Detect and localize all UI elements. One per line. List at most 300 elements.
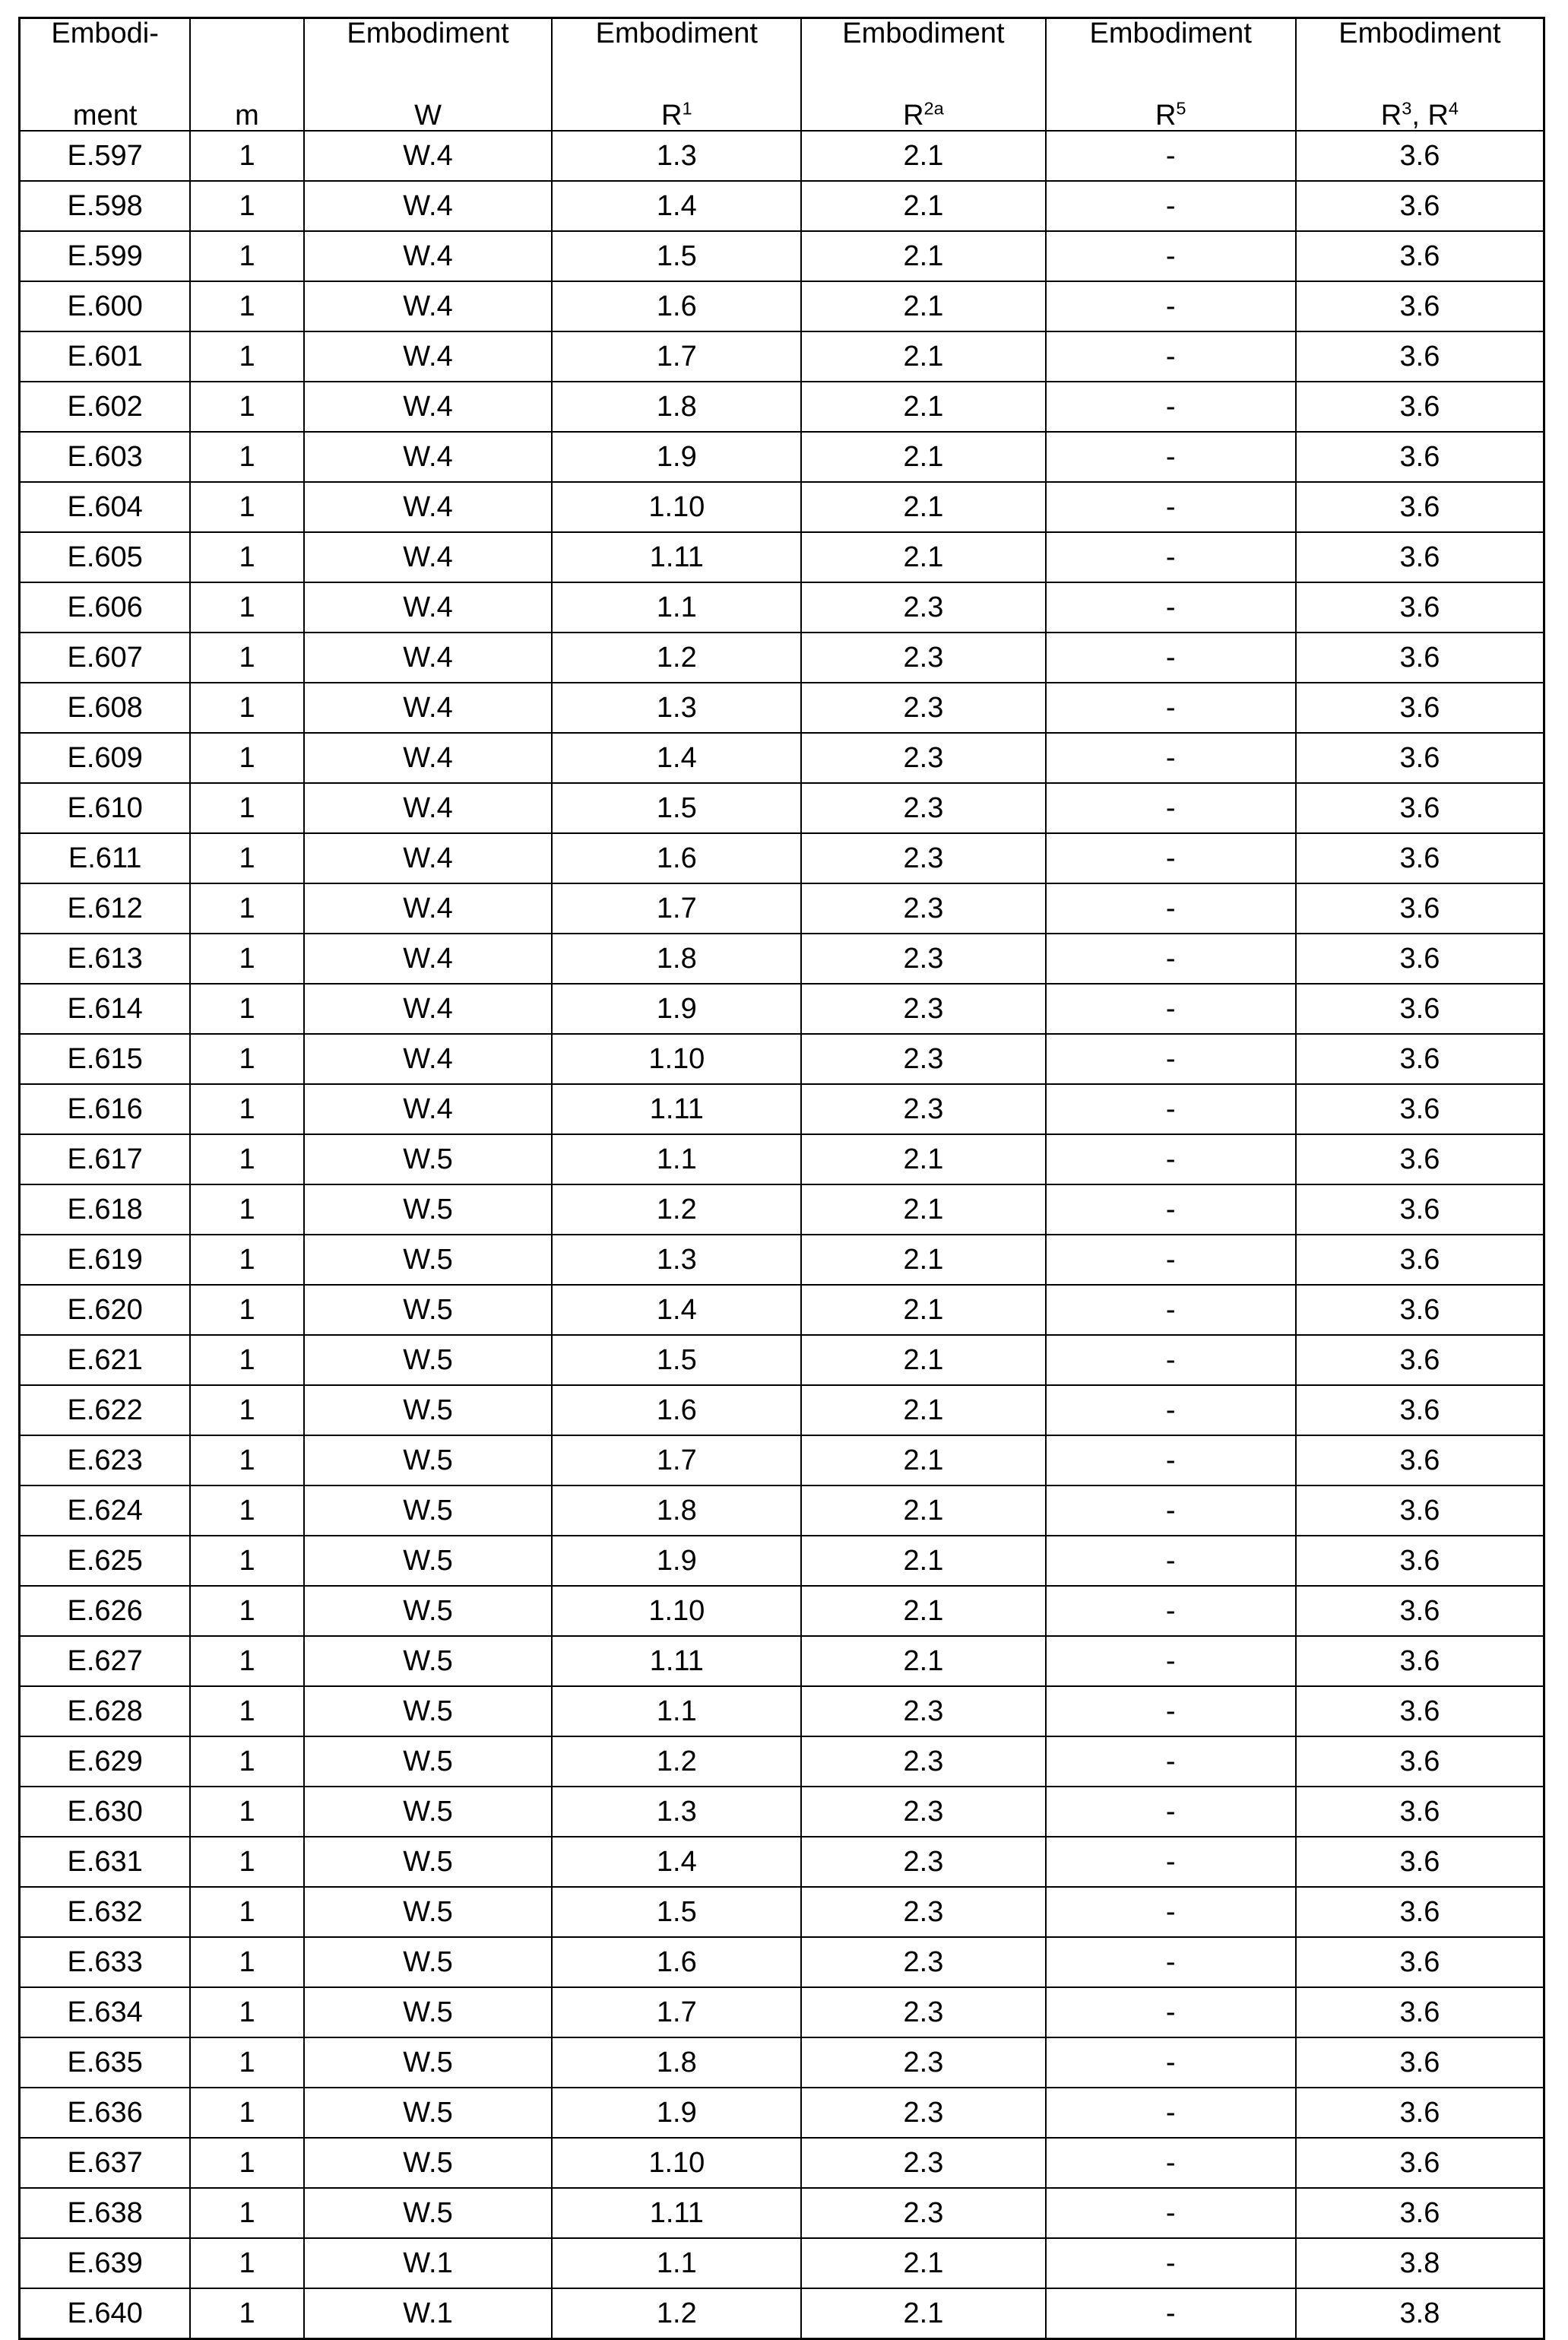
cell-r1: 1.10 [552,482,801,532]
cell-r2a: 2.3 [801,883,1045,934]
cell-w: W.4 [304,432,553,482]
table-row [20,1586,1544,1636]
cell-r1: 1.2 [552,2288,801,2339]
cell-r3r4: 3.6 [1296,2188,1544,2238]
column-header-line2 [235,101,259,130]
cell-embodiment: E.602 [20,382,191,432]
cell-embodiment: E.618 [20,1184,191,1235]
cell-r3r4: 3.6 [1296,683,1544,733]
cell-r5: - [1046,683,1296,733]
column-header-line1: Embodiment [347,17,509,49]
cell-r3r4: 3.6 [1296,1435,1544,1485]
cell-m: 1 [190,432,303,482]
table-row [20,131,1544,181]
cell-w: W.4 [304,181,553,231]
cell-r1: 1.6 [552,833,801,883]
table-row [20,382,1544,432]
cell-m: 1 [190,1385,303,1435]
column-header-line2 [903,98,944,132]
table-row [20,1536,1544,1586]
table-row [20,582,1544,633]
cell-w: W.5 [304,2188,553,2238]
cell-embodiment: E.610 [20,783,191,833]
cell-r1: 1.11 [552,1636,801,1686]
cell-r3r4: 3.6 [1296,1134,1544,1184]
cell-r3r4: 3.6 [1296,1787,1544,1837]
cell-r1: 1.9 [552,432,801,482]
column-header-line1: Embodiment [842,17,1005,49]
cell-m: 1 [190,1987,303,2037]
cell-r5: - [1046,131,1296,181]
cell-r3r4: 3.6 [1296,1285,1544,1335]
cell-m: 1 [190,2238,303,2288]
table-row [20,683,1544,733]
cell-r1: 1.2 [552,1184,801,1235]
cell-r2a: 2.3 [801,1787,1045,1837]
table-row [20,783,1544,833]
table-row [20,1686,1544,1736]
cell-r2a: 2.1 [801,231,1045,281]
column-header-symbol: m [235,100,259,132]
cell-r1: 1.4 [552,1837,801,1887]
cell-embodiment: E.609 [20,733,191,783]
cell-m: 1 [190,984,303,1034]
cell-m: 1 [190,733,303,783]
table-row [20,1736,1544,1787]
cell-r1: 1.5 [552,231,801,281]
cell-r2a: 2.1 [801,181,1045,231]
cell-r5: - [1046,1787,1296,1837]
cell-embodiment: E.632 [20,1887,191,1937]
cell-r5: - [1046,1184,1296,1235]
cell-r5: - [1046,783,1296,833]
cell-m: 1 [190,633,303,683]
cell-w: W.4 [304,733,553,783]
cell-r5: - [1046,331,1296,382]
cell-m: 1 [190,1134,303,1184]
cell-r5: - [1046,733,1296,783]
cell-r5: - [1046,2238,1296,2288]
cell-r5: - [1046,1084,1296,1134]
cell-r2a: 2.1 [801,1134,1045,1184]
cell-m: 1 [190,1536,303,1586]
cell-r2a: 2.3 [801,1686,1045,1736]
cell-w: W.4 [304,1034,553,1084]
cell-embodiment: E.611 [20,833,191,883]
cell-r2a: 2.1 [801,532,1045,582]
cell-embodiment: E.604 [20,482,191,532]
cell-embodiment: E.600 [20,281,191,331]
cell-w: W.4 [304,984,553,1034]
cell-r2a: 2.1 [801,1235,1045,1285]
cell-embodiment: E.612 [20,883,191,934]
cell-r5: - [1046,1385,1296,1435]
cell-m: 1 [190,934,303,984]
cell-embodiment: E.624 [20,1485,191,1536]
cell-r5: - [1046,984,1296,1034]
cell-r1: 1.11 [552,2188,801,2238]
cell-r2a: 2.1 [801,1636,1045,1686]
cell-r2a: 2.1 [801,1536,1045,1586]
column-header-stack [553,19,800,130]
table-row [20,1485,1544,1536]
cell-r2a: 2.3 [801,633,1045,683]
cell-embodiment: E.603 [20,432,191,482]
header-row [20,18,1544,132]
column-header-line1: Embodi- [51,17,159,49]
cell-r3r4: 3.6 [1296,1536,1544,1586]
cell-w: W.4 [304,833,553,883]
cell-r1: 1.10 [552,1586,801,1636]
cell-r5: - [1046,1034,1296,1084]
cell-w: W.4 [304,131,553,181]
column-header-symbol: R [1155,100,1177,132]
cell-m: 1 [190,2288,303,2339]
table-row [20,2088,1544,2138]
table-row [20,2238,1544,2288]
cell-r2a: 2.1 [801,281,1045,331]
cell-r5: - [1046,1987,1296,2037]
column-header-symbol-2: , R [1411,100,1449,132]
table-row [20,432,1544,482]
cell-w: W.1 [304,2288,553,2339]
cell-r2a: 2.1 [801,1485,1045,1536]
cell-r1: 1.8 [552,1485,801,1536]
table-row [20,532,1544,582]
cell-r1: 1.8 [552,2037,801,2088]
cell-r2a: 2.3 [801,2188,1045,2238]
cell-m: 1 [190,131,303,181]
cell-r2a: 2.3 [801,1736,1045,1787]
cell-embodiment: E.637 [20,2138,191,2188]
column-header-symbol: W [414,100,442,132]
cell-embodiment: E.599 [20,231,191,281]
cell-r5: - [1046,2037,1296,2088]
cell-w: W.5 [304,1485,553,1536]
cell-r2a: 2.1 [801,382,1045,432]
cell-r3r4: 3.6 [1296,2088,1544,2138]
cell-r3r4: 3.6 [1296,1184,1544,1235]
cell-r1: 1.3 [552,683,801,733]
cell-r1: 1.6 [552,1937,801,1987]
cell-w: W.5 [304,1987,553,2037]
cell-r1: 1.8 [552,382,801,432]
cell-r5: - [1046,1134,1296,1184]
cell-embodiment: E.616 [20,1084,191,1134]
cell-r1: 1.7 [552,1435,801,1485]
cell-r2a: 2.1 [801,2288,1045,2339]
cell-w: W.5 [304,1134,553,1184]
cell-embodiment: E.638 [20,2188,191,2238]
table-row [20,1184,1544,1235]
table-row [20,1937,1544,1987]
table-body [20,131,1544,2339]
cell-r1: 1.2 [552,1736,801,1787]
cell-r1: 1.9 [552,2088,801,2138]
column-header-line1: Embodiment [1338,17,1501,49]
table-row [20,2037,1544,2088]
cell-w: W.1 [304,2238,553,2288]
cell-r3r4: 3.6 [1296,1235,1544,1285]
cell-embodiment: E.634 [20,1987,191,2037]
cell-m: 1 [190,1636,303,1686]
cell-w: W.4 [304,231,553,281]
cell-w: W.5 [304,1335,553,1385]
cell-r5: - [1046,1235,1296,1285]
cell-embodiment: E.640 [20,2288,191,2339]
cell-m: 1 [190,833,303,883]
cell-r1: 1.10 [552,1034,801,1084]
cell-r1: 1.9 [552,984,801,1034]
cell-m: 1 [190,683,303,733]
cell-r2a: 2.1 [801,1586,1045,1636]
cell-r1: 1.9 [552,1536,801,1586]
cell-r5: - [1046,2138,1296,2188]
cell-w: W.5 [304,2088,553,2138]
table-row [20,1285,1544,1335]
table-row [20,1335,1544,1385]
cell-r2a: 2.3 [801,1887,1045,1937]
cell-r3r4: 3.6 [1296,833,1544,883]
cell-r3r4: 3.8 [1296,2238,1544,2288]
cell-w: W.5 [304,1686,553,1736]
cell-r2a: 2.3 [801,1034,1045,1084]
cell-r5: - [1046,382,1296,432]
cell-r5: - [1046,181,1296,231]
cell-w: W.4 [304,683,553,733]
cell-r1: 1.4 [552,1285,801,1335]
cell-r1: 1.1 [552,1686,801,1736]
table-row [20,482,1544,532]
cell-r2a: 2.3 [801,1837,1045,1887]
cell-r1: 1.11 [552,1084,801,1134]
cell-embodiment: E.617 [20,1134,191,1184]
cell-r5: - [1046,633,1296,683]
cell-r3r4: 3.6 [1296,1887,1544,1937]
cell-r5: - [1046,432,1296,482]
cell-r2a: 2.1 [801,331,1045,382]
cell-w: W.5 [304,1937,553,1987]
cell-embodiment: E.607 [20,633,191,683]
cell-embodiment: E.639 [20,2238,191,2288]
table-row [20,1235,1544,1285]
cell-embodiment: E.635 [20,2037,191,2088]
cell-r1: 1.11 [552,532,801,582]
cell-r2a: 2.3 [801,783,1045,833]
cell-w: W.4 [304,883,553,934]
cell-w: W.5 [304,1837,553,1887]
cell-embodiment: E.621 [20,1335,191,1385]
table-row [20,833,1544,883]
cell-embodiment: E.608 [20,683,191,733]
cell-r3r4: 3.6 [1296,1736,1544,1787]
cell-m: 1 [190,1937,303,1987]
column-header-w [304,18,553,132]
cell-r2a: 2.3 [801,1987,1045,2037]
cell-r3r4: 3.6 [1296,1335,1544,1385]
cell-r5: - [1046,281,1296,331]
column-header-stack [1297,19,1543,130]
table-header [20,18,1544,132]
cell-w: W.4 [304,482,553,532]
cell-r5: - [1046,883,1296,934]
cell-embodiment: E.625 [20,1536,191,1586]
cell-w: W.5 [304,1636,553,1686]
cell-r5: - [1046,1586,1296,1636]
cell-r3r4: 3.6 [1296,281,1544,331]
cell-r1: 1.3 [552,1787,801,1837]
cell-r2a: 2.1 [801,1435,1045,1485]
cell-r3r4: 3.6 [1296,1636,1544,1686]
cell-r5: - [1046,231,1296,281]
cell-r1: 1.5 [552,1335,801,1385]
cell-r3r4: 3.6 [1296,482,1544,532]
cell-r1: 1.3 [552,1235,801,1285]
column-header-r1 [552,18,801,132]
column-header-line1: Embodiment [595,17,758,49]
table-row [20,733,1544,783]
cell-embodiment: E.605 [20,532,191,582]
cell-r3r4: 3.8 [1296,2288,1544,2339]
cell-r5: - [1046,1887,1296,1937]
cell-r2a: 2.1 [801,432,1045,482]
cell-r1: 1.2 [552,633,801,683]
table-row [20,2138,1544,2188]
cell-embodiment: E.597 [20,131,191,181]
cell-r5: - [1046,1736,1296,1787]
table-row [20,633,1544,683]
cell-m: 1 [190,1084,303,1134]
cell-r1: 1.6 [552,281,801,331]
column-header-line2 [1155,98,1186,132]
cell-w: W.4 [304,783,553,833]
column-header-superscript: 5 [1176,98,1186,119]
cell-w: W.4 [304,633,553,683]
cell-m: 1 [190,1887,303,1937]
cell-r3r4: 3.6 [1296,532,1544,582]
column-header-line2 [414,101,442,130]
column-header-r5 [1046,18,1296,132]
cell-r2a: 2.3 [801,1084,1045,1134]
cell-r1: 1.7 [552,883,801,934]
table-row [20,231,1544,281]
cell-embodiment: E.630 [20,1787,191,1837]
cell-r3r4: 3.6 [1296,582,1544,633]
column-header-stack [21,19,189,130]
cell-m: 1 [190,1485,303,1536]
cell-r3r4: 3.6 [1296,783,1544,833]
cell-embodiment: E.631 [20,1837,191,1887]
cell-r5: - [1046,2288,1296,2339]
cell-r1: 1.7 [552,1987,801,2037]
cell-w: W.5 [304,2138,553,2188]
cell-m: 1 [190,1335,303,1385]
cell-r5: - [1046,532,1296,582]
cell-m: 1 [190,1034,303,1084]
column-header-line2 [73,101,137,130]
cell-r3r4: 3.6 [1296,131,1544,181]
table-row [20,1787,1544,1837]
cell-r2a: 2.3 [801,984,1045,1034]
cell-r3r4: 3.6 [1296,934,1544,984]
cell-r3r4: 3.6 [1296,633,1544,683]
cell-r5: - [1046,1937,1296,1987]
cell-r3r4: 3.6 [1296,2138,1544,2188]
cell-embodiment: E.629 [20,1736,191,1787]
cell-r5: - [1046,1837,1296,1887]
cell-r1: 1.4 [552,181,801,231]
cell-w: W.5 [304,1586,553,1636]
cell-embodiment: E.636 [20,2088,191,2138]
cell-embodiment: E.627 [20,1636,191,1686]
cell-w: W.5 [304,1435,553,1485]
cell-r5: - [1046,2188,1296,2238]
cell-r3r4: 3.6 [1296,231,1544,281]
cell-r3r4: 3.6 [1296,733,1544,783]
embodiment-table [18,17,1545,2340]
cell-m: 1 [190,482,303,532]
table-row [20,1636,1544,1686]
cell-r5: - [1046,482,1296,532]
cell-m: 1 [190,331,303,382]
cell-w: W.5 [304,1385,553,1435]
cell-r2a: 2.1 [801,1385,1045,1435]
cell-r1: 1.4 [552,733,801,783]
cell-w: W.5 [304,1235,553,1285]
cell-embodiment: E.613 [20,934,191,984]
table-row [20,1134,1544,1184]
cell-m: 1 [190,2088,303,2138]
cell-m: 1 [190,1435,303,1485]
cell-r3r4: 3.6 [1296,1485,1544,1536]
cell-m: 1 [190,1686,303,1736]
cell-embodiment: E.619 [20,1235,191,1285]
cell-r2a: 2.3 [801,733,1045,783]
cell-m: 1 [190,1235,303,1285]
cell-m: 1 [190,2138,303,2188]
column-header-symbol: R [661,100,683,132]
cell-r3r4: 3.6 [1296,1987,1544,2037]
cell-w: W.4 [304,1084,553,1134]
column-header-superscript: 3 [1402,98,1412,119]
column-header-embodiment [20,18,191,132]
cell-r3r4: 3.6 [1296,181,1544,231]
column-header-stack [305,19,552,130]
cell-r3r4: 3.6 [1296,984,1544,1034]
table-row [20,1837,1544,1887]
cell-r3r4: 3.6 [1296,1686,1544,1736]
cell-r3r4: 3.6 [1296,883,1544,934]
table-row [20,2288,1544,2339]
cell-r3r4: 3.6 [1296,331,1544,382]
table-row [20,1887,1544,1937]
cell-r2a: 2.3 [801,2088,1045,2138]
cell-r3r4: 3.6 [1296,1034,1544,1084]
cell-m: 1 [190,1837,303,1887]
cell-m: 1 [190,1736,303,1787]
column-header-superscript: 1 [682,98,692,119]
cell-embodiment: E.601 [20,331,191,382]
cell-w: W.5 [304,1736,553,1787]
cell-m: 1 [190,181,303,231]
cell-r3r4: 3.6 [1296,1837,1544,1887]
column-header-line2 [661,98,692,132]
cell-r3r4: 3.6 [1296,1937,1544,1987]
cell-r5: - [1046,2088,1296,2138]
table-row [20,934,1544,984]
cell-r5: - [1046,1335,1296,1385]
cell-w: W.4 [304,532,553,582]
